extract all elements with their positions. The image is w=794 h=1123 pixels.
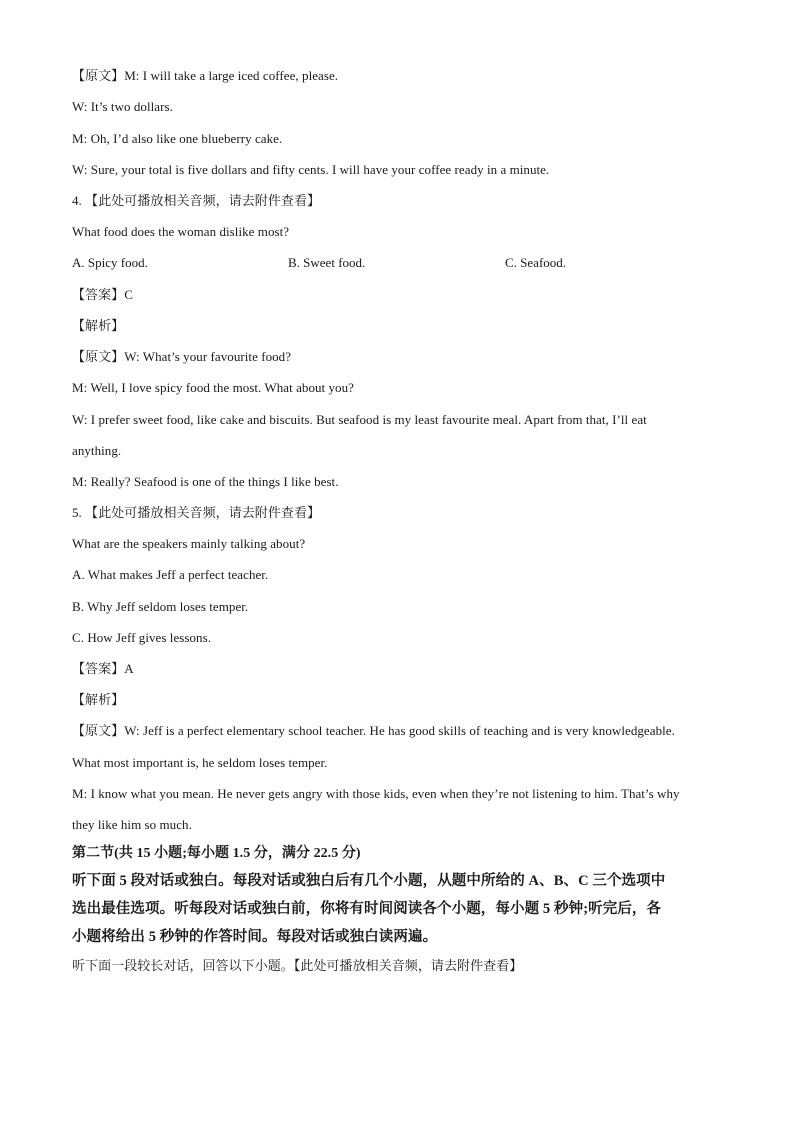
q3-dialogue-line-3: M: Oh, I’d also like one blueberry cake. xyxy=(72,131,283,146)
q4-option-a: A. Spicy food. xyxy=(72,255,148,270)
q4-option-c: C. Seafood. xyxy=(505,255,567,270)
q5-option-c: C. How Jeff gives lessons. xyxy=(72,630,211,645)
section2-instruction-line-2: 选出最佳选项。听每段对话或独白前，你将有时间阅读各个小题，每小题 5 秒钟;听完后，各 xyxy=(72,901,662,917)
q5-transcript-line-3: M: I know what you mean. He never gets angry with those kids, even when they’re not listening to him. That’s why xyxy=(72,786,680,801)
q3-dialogue-line-1: 【原文】M: I will take a large iced coffee, please. xyxy=(72,68,339,83)
section2-title: 第二节(共 15 小题;每小题 1.5 分，满分 22.5 分) xyxy=(72,846,361,861)
q4-transcript-line-3: W: I prefer sweet food, like cake and biscuits. But seafood is my least favourite meal. Apart from that, I’ll eat xyxy=(72,412,647,427)
section2-instruction-line-3: 小题将给出 5 秒钟的作答时间。每段对话或独白读两遍。 xyxy=(72,929,438,945)
q4-analysis-label: 【解析】 xyxy=(72,318,125,333)
q5-transcript-line-1: 【原文】W: Jeff is a perfect elementary school teacher. He has good skills of teaching and is very knowledgeable. xyxy=(72,723,675,738)
section2-audio-prompt[interactable]: 听下面一段较长对话，回答以下小题。【此处可播放相关音频，请去附件查看】 xyxy=(72,958,523,973)
q5-transcript-line-4: they like him so much. xyxy=(72,817,192,832)
q5-option-b: B. Why Jeff seldom loses temper. xyxy=(72,599,249,614)
q3-dialogue-line-4: W: Sure, your total is five dollars and fifty cents. I will have your coffee ready in a minute. xyxy=(72,162,550,177)
q5-audio-header[interactable]: 5. 【此处可播放相关音频，请去附件查看】 xyxy=(72,505,321,520)
q4-transcript-line-4: anything. xyxy=(72,443,122,458)
q4-audio-header[interactable]: 4. 【此处可播放相关音频，请去附件查看】 xyxy=(72,193,321,208)
q5-analysis-label: 【解析】 xyxy=(72,692,125,707)
q4-option-b: B. Sweet food. xyxy=(288,255,366,270)
q4-question: What food does the woman dislike most? xyxy=(72,224,290,239)
q5-question: What are the speakers mainly talking about? xyxy=(72,536,306,551)
q5-answer: 【答案】A xyxy=(72,661,134,676)
q3-dialogue-line-2: W: It’s two dollars. xyxy=(72,99,173,114)
q4-transcript-line-2: M: Well, I love spicy food the most. What about you? xyxy=(72,380,354,395)
q4-transcript-line-5: M: Really? Seafood is one of the things I like best. xyxy=(72,474,339,489)
q5-option-a: A. What makes Jeff a perfect teacher. xyxy=(72,567,269,582)
section2-instruction-line-1: 听下面 5 段对话或独白。每段对话或独白后有几个小题，从题中所给的 A、B、C 三个选项中 xyxy=(72,873,666,889)
q5-transcript-line-2: What most important is, he seldom loses temper. xyxy=(72,755,328,770)
q4-answer: 【答案】C xyxy=(72,287,133,302)
q4-transcript-line-1: 【原文】W: What’s your favourite food? xyxy=(72,349,292,364)
